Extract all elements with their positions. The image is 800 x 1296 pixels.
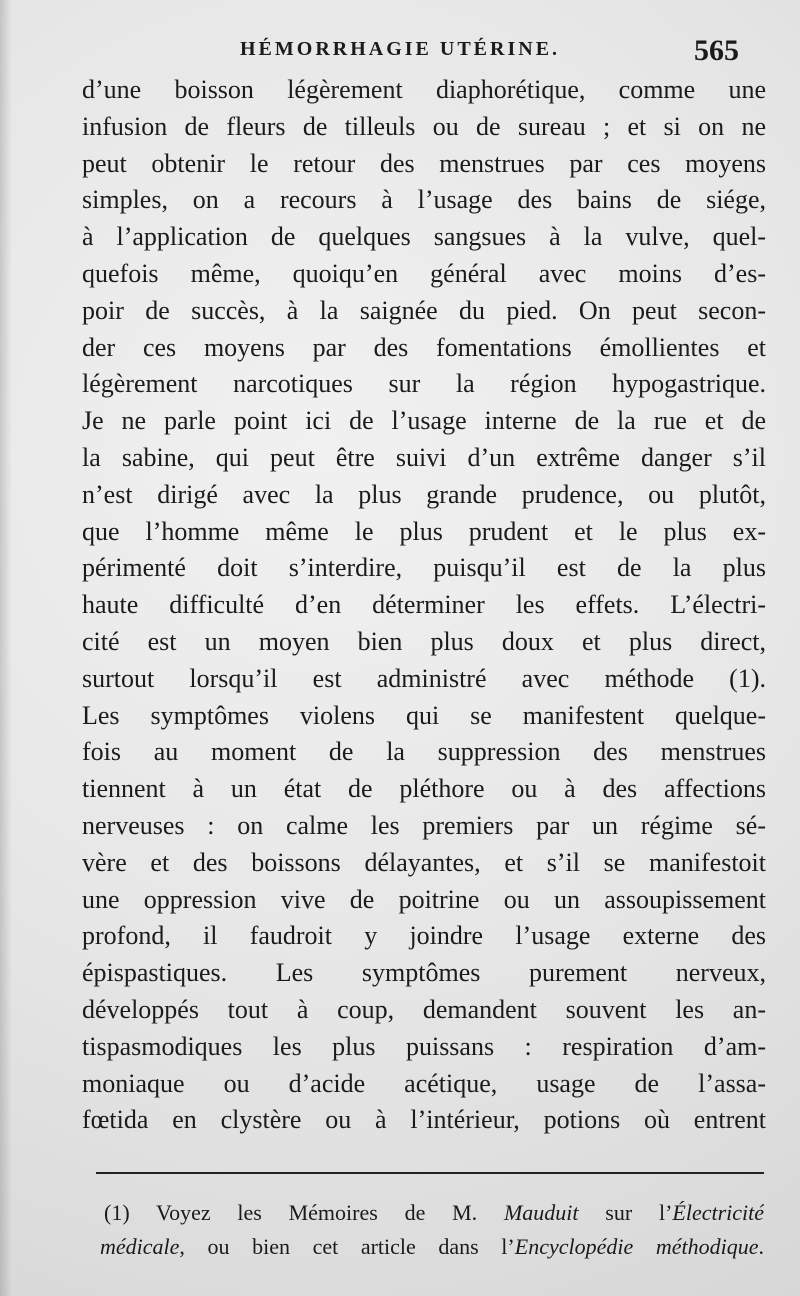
text-line: quefois même, quoiqu’en général avec moins d’es-: [82, 258, 766, 288]
text-line: fois au moment de la suppression des menstrues: [82, 737, 766, 767]
text-line: que l’homme même le plus prudent et le plus ex-: [82, 516, 766, 546]
footnote-title-part: Électricité: [672, 1200, 764, 1225]
footnote-line-2: [100, 1230, 764, 1264]
text-line: profond, il faudroit y joindre l’usage externe des: [82, 921, 766, 951]
text-line: n’est dirigé avec la plus grande prudence, ou plutôt,: [82, 479, 766, 509]
text-line: cité est un moyen bien plus doux et plus direct,: [82, 626, 766, 656]
footnote-middle: , ou bien cet article dans l’: [179, 1234, 515, 1259]
text-line: surtout lorsqu’il est administré avec méthode (1).: [82, 663, 766, 693]
footnote-reference: Encyclopédie méthodique: [514, 1234, 759, 1259]
text-line: Je ne parle point ici de l’usage interne de la rue et de: [82, 406, 766, 436]
footnote-author: Mauduit: [503, 1200, 579, 1225]
text-line: haute difficulté d’en déterminer les effets. L’électri-: [82, 590, 766, 620]
text-line: nerveuses : on calme les premiers par un régime sé-: [82, 810, 766, 840]
footnote: [100, 1196, 764, 1264]
footnote-end: .: [758, 1234, 764, 1259]
text-line: moniaque ou d’acide acétique, usage de l’assa-: [82, 1068, 766, 1098]
text-line: simples, on a recours à l’usage des bains de siége,: [82, 185, 766, 215]
text-line: infusion de fleurs de tilleuls ou de sureau ; et si on ne: [82, 111, 766, 141]
text-line: peut obtenir le retour des menstrues par ces moyens: [82, 148, 766, 178]
text-line: vère et des boissons délayantes, et s’il se manifestoit: [82, 847, 766, 877]
text-line: d’une boisson légèrement diaphorétique, comme une: [82, 75, 766, 104]
text-line: une oppression vive de poitrine ou un assoupissement: [82, 884, 766, 914]
text-line: développés tout à coup, demandent souvent les an-: [82, 994, 766, 1024]
text-line: à l’application de quelques sangsues à la vulve, quel-: [82, 222, 766, 252]
body-text: [82, 72, 766, 1139]
text-line: tispasmodiques les plus puissans : respiration d’am-: [82, 1031, 766, 1061]
running-head: HÉMORRHAGIE UTÉRINE.: [240, 38, 561, 60]
page-number: 565: [694, 34, 739, 67]
text-line: Les symptômes violens qui se manifestent quelque-: [82, 700, 766, 730]
text-line: périmenté doit s’interdire, puisqu’il est de la plus: [82, 553, 766, 583]
text-line: épispastiques. Les symptômes purement nerveux,: [82, 958, 766, 988]
text-line: la sabine, qui peut être suivi d’un extrême danger s’il: [82, 442, 766, 472]
footnote-rule: [96, 1172, 764, 1174]
text-line: poir de succès, à la saignée du pied. On peut secon-: [82, 295, 766, 325]
footnote-connector: sur l’: [605, 1200, 673, 1225]
footnote-line-1: [104, 1196, 764, 1230]
page-header: [0, 34, 800, 74]
text-line: der ces moyens par des fomentations émollientes et: [82, 332, 766, 362]
footnote-prefix: (1) Voyez les Mémoires de M.: [104, 1200, 478, 1225]
text-line: tiennent à un état de pléthore ou à des affections: [82, 774, 766, 804]
text-line: légèrement narcotiques sur la région hypogastrique.: [82, 369, 766, 399]
text-line: fœtida en clystère ou à l’intérieur, potions où entrent: [82, 1105, 766, 1135]
page-edge-shadow: [0, 0, 12, 1296]
footnote-title-end: médicale: [100, 1234, 180, 1259]
